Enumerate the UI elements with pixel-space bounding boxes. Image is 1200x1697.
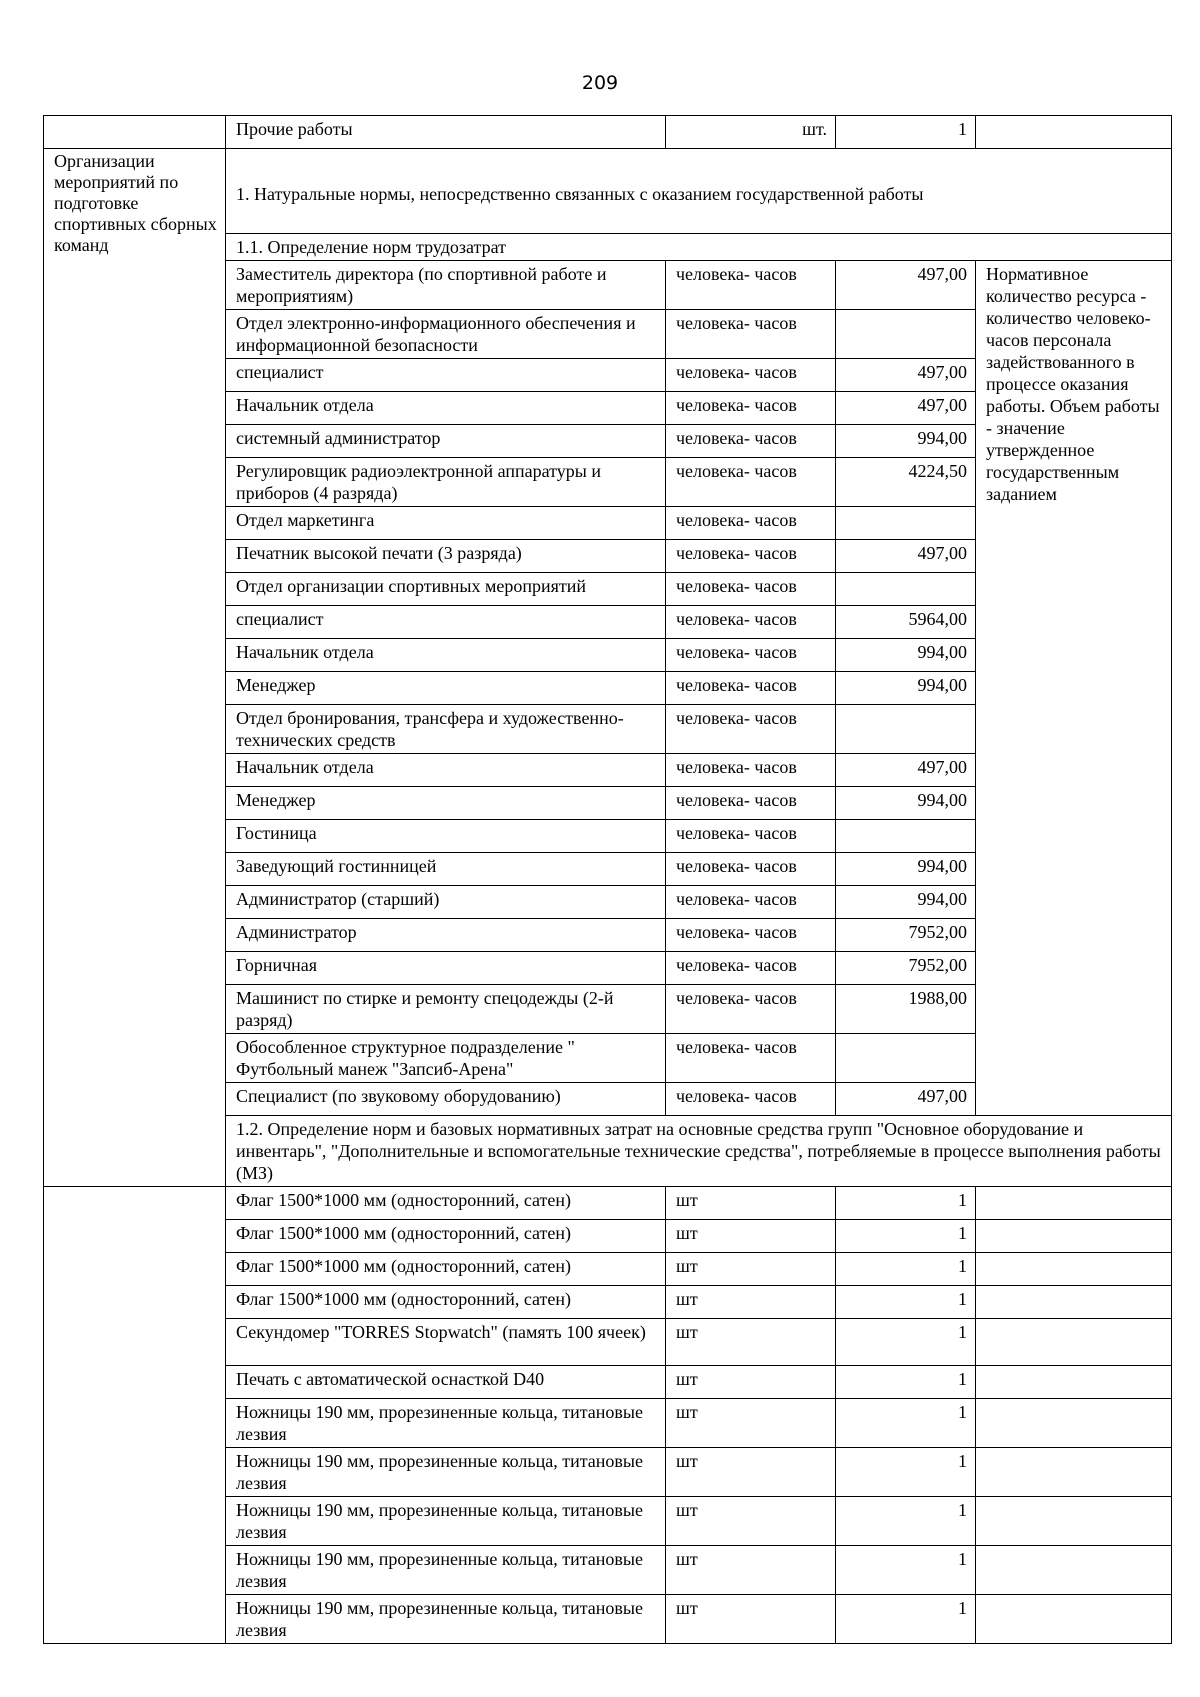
labor-name: системный администратор (226, 425, 666, 458)
labor-name: Обособленное структурное подразделение " Футбольный манеж "Запсиб-Арена" (226, 1034, 666, 1083)
equipment-unit: шт (666, 1220, 836, 1253)
empty-cell (976, 1399, 1172, 1448)
empty-cell (976, 1595, 1172, 1644)
equipment-unit: шт (666, 1187, 836, 1220)
empty-cell (976, 1187, 1172, 1220)
organization-cell: Организации мероприятий по подготовке спортивных сборных команд (44, 149, 226, 1187)
empty-cell (976, 1319, 1172, 1366)
equipment-unit: шт (666, 1595, 836, 1644)
equipment-name: Ножницы 190 мм, прорезиненные кольца, титановые лезвия (226, 1497, 666, 1546)
table-row (44, 116, 1172, 149)
equipment-unit: шт (666, 1286, 836, 1319)
equipment-unit: шт (666, 1448, 836, 1497)
equipment-value: 1 (836, 1546, 976, 1595)
labor-unit: человека- часов (666, 1083, 836, 1116)
labor-unit: человека- часов (666, 853, 836, 886)
equipment-name: Ножницы 190 мм, прорезиненные кольца, титановые лезвия (226, 1546, 666, 1595)
equipment-name: Ножницы 190 мм, прорезиненные кольца, титановые лезвия (226, 1399, 666, 1448)
labor-unit: человека- часов (666, 261, 836, 310)
empty-cell (976, 116, 1172, 149)
equipment-name: Ножницы 190 мм, прорезиненные кольца, титановые лезвия (226, 1448, 666, 1497)
labor-unit: человека- часов (666, 458, 836, 507)
equipment-unit: шт (666, 1546, 836, 1595)
labor-name: Печатник высокой печати (3 разряда) (226, 540, 666, 573)
labor-unit: человека- часов (666, 705, 836, 754)
empty-cell (976, 1546, 1172, 1595)
labor-value (836, 310, 976, 359)
labor-unit: человека- часов (666, 952, 836, 985)
labor-value: 497,00 (836, 540, 976, 573)
equipment-value: 1 (836, 1187, 976, 1220)
labor-value: 7952,00 (836, 952, 976, 985)
labor-name: Отдел электронно-информационного обеспечения и информационной безопасности (226, 310, 666, 359)
labor-value: 4224,50 (836, 458, 976, 507)
labor-unit: человека- часов (666, 606, 836, 639)
labor-value: 497,00 (836, 392, 976, 425)
equipment-value: 1 (836, 1448, 976, 1497)
item-unit: шт. (666, 116, 836, 149)
labor-unit: человека- часов (666, 392, 836, 425)
labor-value (836, 820, 976, 853)
labor-name: Менеджер (226, 787, 666, 820)
labor-name: специалист (226, 359, 666, 392)
labor-name: Администратор (старший) (226, 886, 666, 919)
labor-name: Администратор (226, 919, 666, 952)
equipment-name: Флаг 1500*1000 мм (односторонний, сатен) (226, 1286, 666, 1319)
labor-name: Специалист (по звуковому оборудованию) (226, 1083, 666, 1116)
equipment-value: 1 (836, 1366, 976, 1399)
labor-unit: человека- часов (666, 886, 836, 919)
labor-value (836, 1034, 976, 1083)
equipment-value: 1 (836, 1220, 976, 1253)
equipment-value: 1 (836, 1286, 976, 1319)
labor-value: 994,00 (836, 787, 976, 820)
equipment-name: Флаг 1500*1000 мм (односторонний, сатен) (226, 1187, 666, 1220)
labor-value: 497,00 (836, 359, 976, 392)
labor-unit: человека- часов (666, 639, 836, 672)
empty-cell (44, 116, 226, 149)
section-1-1-title: 1.1. Определение норм трудозатрат (226, 234, 1172, 261)
labor-name: Заведующий гостинницей (226, 853, 666, 886)
labor-unit: человека- часов (666, 573, 836, 606)
labor-value: 994,00 (836, 886, 976, 919)
empty-cell (976, 1497, 1172, 1546)
labor-unit: человека- часов (666, 425, 836, 458)
equipment-table (43, 1186, 1172, 1644)
equipment-name: Печать с автоматической оснасткой D40 (226, 1366, 666, 1399)
section-1-title: 1. Натуральные нормы, непосредственно связанных с оказанием государственной работы (226, 149, 1172, 234)
labor-value (836, 573, 976, 606)
labor-unit: человека- часов (666, 754, 836, 787)
item-name: Прочие работы (226, 116, 666, 149)
equipment-name: Флаг 1500*1000 мм (односторонний, сатен) (226, 1253, 666, 1286)
labor-name: Менеджер (226, 672, 666, 705)
labor-unit: человека- часов (666, 310, 836, 359)
labor-value: 7952,00 (836, 919, 976, 952)
labor-value: 994,00 (836, 639, 976, 672)
empty-cell (976, 1286, 1172, 1319)
labor-unit: человека- часов (666, 672, 836, 705)
labor-unit: человека- часов (666, 985, 836, 1034)
equipment-name: Ножницы 190 мм, прорезиненные кольца, титановые лезвия (226, 1595, 666, 1644)
labor-unit: человека- часов (666, 919, 836, 952)
labor-unit: человека- часов (666, 1034, 836, 1083)
equipment-name: Флаг 1500*1000 мм (односторонний, сатен) (226, 1220, 666, 1253)
item-value: 1 (836, 116, 976, 149)
labor-unit: человека- часов (666, 359, 836, 392)
labor-name: Начальник отдела (226, 639, 666, 672)
table-row (44, 1187, 1172, 1220)
labor-name: Регулировщик радиоэлектронной аппаратуры и приборов (4 разряда) (226, 458, 666, 507)
labor-name: Машинист по стирке и ремонту спецодежды (2-й разряд) (226, 985, 666, 1034)
labor-value: 497,00 (836, 754, 976, 787)
labor-unit: человека- часов (666, 507, 836, 540)
labor-name: Отдел маркетинга (226, 507, 666, 540)
labor-value: 994,00 (836, 425, 976, 458)
labor-value: 994,00 (836, 853, 976, 886)
equipment-unit: шт (666, 1497, 836, 1546)
norms-table (43, 115, 1172, 1187)
equipment-unit: шт (666, 1253, 836, 1286)
equipment-value: 1 (836, 1497, 976, 1546)
equipment-unit: шт (666, 1366, 836, 1399)
empty-cell (976, 1366, 1172, 1399)
labor-name: Гостиница (226, 820, 666, 853)
labor-unit: человека- часов (666, 820, 836, 853)
labor-unit: человека- часов (666, 787, 836, 820)
labor-name: Заместитель директора (по спортивной работе и мероприятиям) (226, 261, 666, 310)
empty-cell (976, 1220, 1172, 1253)
equipment-name: Секундомер "TORRES Stopwatch" (память 100 ячеек) (226, 1319, 666, 1366)
labor-name: Начальник отдела (226, 754, 666, 787)
labor-unit: человека- часов (666, 540, 836, 573)
section-1-2-title: 1.2. Определение норм и базовых нормативных затрат на основные средства групп "Основное оборудование и инвентарь", "Дополнительные и вспомогательные технические средства", потребляемые в процессе выполнения работы (МЗ) (226, 1116, 1172, 1187)
labor-value: 1988,00 (836, 985, 976, 1034)
equipment-unit: шт (666, 1399, 836, 1448)
equipment-value: 1 (836, 1595, 976, 1644)
empty-cell (976, 1253, 1172, 1286)
labor-value: 497,00 (836, 1083, 976, 1116)
labor-value (836, 507, 976, 540)
empty-cell (44, 1187, 226, 1644)
equipment-unit: шт (666, 1319, 836, 1366)
labor-value: 497,00 (836, 261, 976, 310)
labor-name: специалист (226, 606, 666, 639)
section-row (44, 149, 1172, 234)
equipment-value: 1 (836, 1399, 976, 1448)
labor-name: Отдел организации спортивных мероприятий (226, 573, 666, 606)
labor-name: Отдел бронирования, трансфера и художественно-технических средств (226, 705, 666, 754)
labor-value: 5964,00 (836, 606, 976, 639)
equipment-value: 1 (836, 1319, 976, 1366)
labor-name: Начальник отдела (226, 392, 666, 425)
labor-value (836, 705, 976, 754)
labor-note: Нормативное количество ресурса - количество человеко-часов персонала задействованного в процессе оказания работы. Объем работы - значение утвержденное государственным заданием (976, 261, 1172, 1116)
equipment-value: 1 (836, 1253, 976, 1286)
labor-name: Горничная (226, 952, 666, 985)
labor-value: 994,00 (836, 672, 976, 705)
empty-cell (976, 1448, 1172, 1497)
page-number: 209 (581, 72, 619, 94)
